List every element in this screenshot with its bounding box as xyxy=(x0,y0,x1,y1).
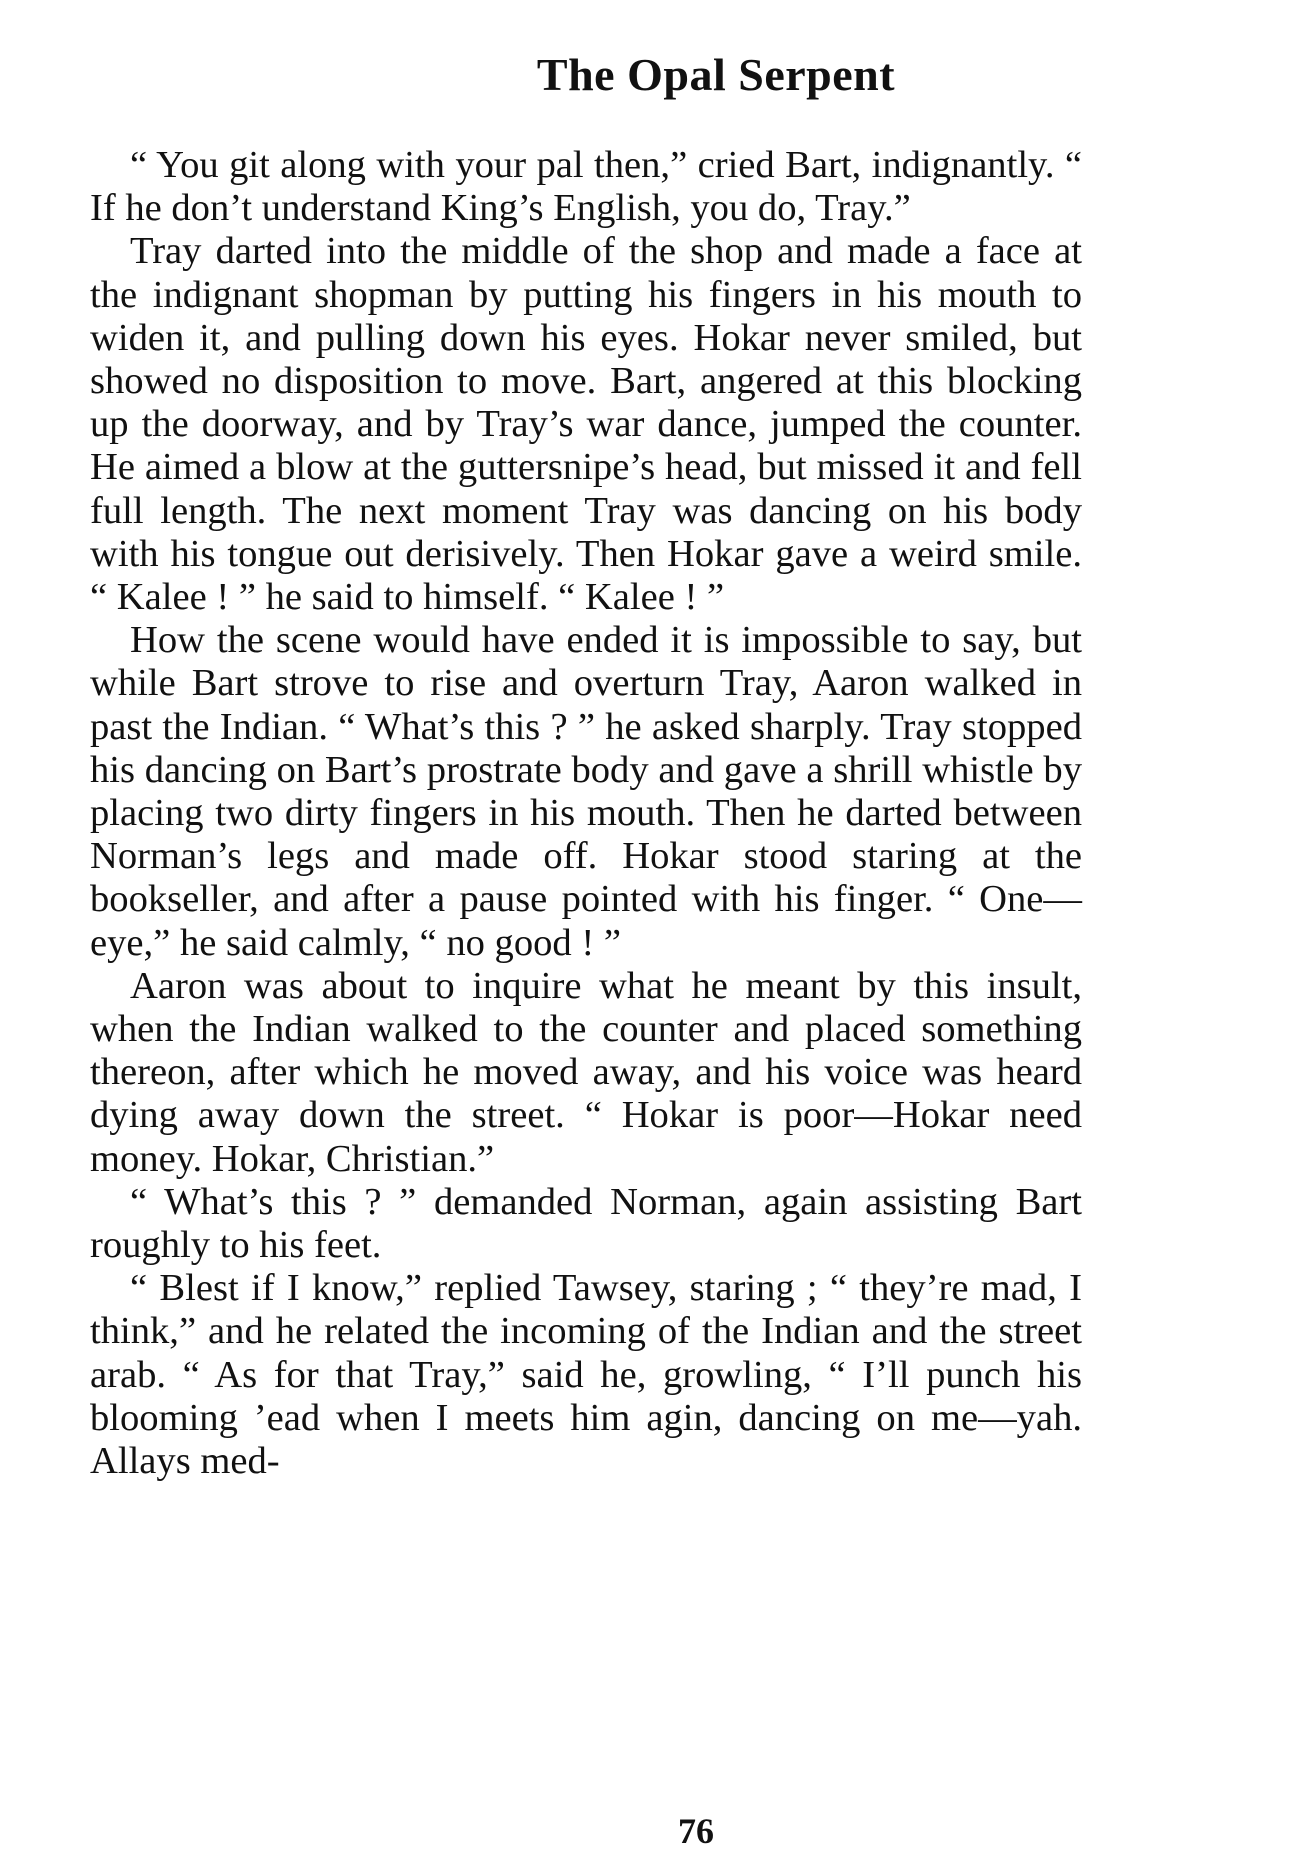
body-text xyxy=(90,144,1082,1483)
paragraph-3: How the scene would have ended it is impossible to say, but while Bart strove to rise and overturn Tray, Aaron walked in past the Indian. “ What’s this ? ” he asked sharply. Tray stopped his dancing on Bart’s prostrate body and gave a shrill whistle by placing two dirty fingers in his mouth. Then he darted between Norman’s legs and made off. Hokar stood staring at the bookseller, and after a pause pointed with his finger. “ One—eye,” he said calmly, “ no good ! ” xyxy=(90,619,1082,964)
paragraph-5: “ What’s this ? ” demanded Norman, again assisting Bart roughly to his feet. xyxy=(90,1180,1082,1267)
paragraph-4: Aaron was about to inquire what he meant by this insult, when the Indian walked to the counter and placed something thereon, after which he moved away, and his voice was heard dying away down the street. “ Hokar is poor—Hokar need money. Hokar, Christian.” xyxy=(90,964,1082,1180)
paragraph-2: Tray darted into the middle of the shop and made a face at the indignant shopman by putting his fingers in his mouth to widen it, and pulling down his eyes. Hokar never smiled, but showed no disposition to move. Bart, angered at this blocking up the doorway, and by Tray’s war dance, jumped the counter. He aimed a blow at the guttersnipe’s head, but missed it and fell full length. The next moment Tray was dancing on his body with his tongue out derisively. Then Hokar gave a weird smile. “ Kalee ! ” he said to himself. “ Kalee ! ” xyxy=(90,230,1082,619)
paragraph-1: “ You git along with your pal then,” cried Bart, indignantly. “ If he don’t understand King’s English, you do, Tray.” xyxy=(90,144,1082,230)
running-header: The Opal Serpent xyxy=(536,49,896,100)
paragraph-6: “ Blest if I know,” replied Tawsey, staring ; “ they’re mad, I think,” and he related the incoming of the Indian and the street arab. “ As for that Tray,” said he, growling, “ I’ll punch his blooming ’ead when I meets him agin, dancing on me—yah. Allays med- xyxy=(90,1267,1082,1483)
page-number: 76 xyxy=(678,1811,714,1851)
